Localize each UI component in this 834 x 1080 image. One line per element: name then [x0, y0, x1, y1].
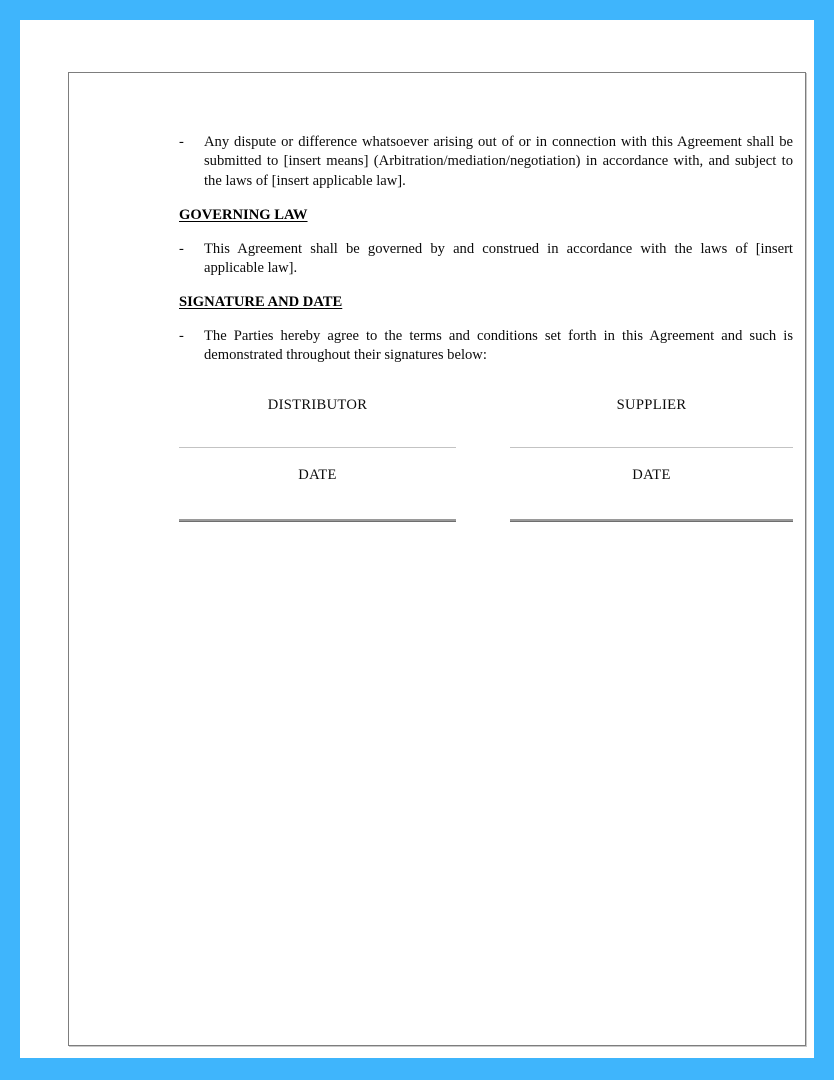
heading-governing-law-wrap — [131, 206, 793, 225]
signature-party-labels-row — [179, 396, 793, 415]
bullet-dash-icon: - — [179, 240, 184, 257]
date-label-distributor: DATE — [298, 466, 337, 483]
signature-column-supplier — [486, 396, 793, 415]
spacer — [131, 313, 793, 327]
signature-block — [179, 396, 793, 522]
spacer — [131, 226, 793, 240]
signature-column-distributor — [179, 396, 486, 415]
spacer — [179, 415, 793, 447]
date-line-distributor[interactable] — [179, 519, 456, 522]
date-line-supplier[interactable] — [510, 519, 793, 522]
date-line-cell-supplier — [486, 519, 793, 522]
spacer — [179, 448, 793, 466]
date-labels-row — [179, 466, 793, 485]
spacer — [131, 366, 793, 396]
signature-line-supplier[interactable] — [510, 447, 793, 448]
document-body — [131, 133, 793, 522]
party-label-supplier: SUPPLIER — [616, 396, 687, 413]
date-label-supplier: DATE — [632, 466, 671, 483]
heading-governing-law: GOVERNING LAW — [179, 207, 308, 224]
bullet-dash-icon: - — [179, 327, 184, 344]
party-label-distributor: DISTRIBUTOR — [267, 396, 368, 413]
clause-text: This Agreement shall be governed by and construed in accordance with the laws of [insert applicable law]. — [204, 240, 793, 277]
date-label-cell-distributor — [179, 466, 486, 485]
clause-dispute-resolution — [131, 133, 793, 191]
signature-line-cell-distributor — [179, 447, 486, 448]
document-page-border — [68, 72, 806, 1046]
date-line-cell-distributor — [179, 519, 486, 522]
clause-signature — [131, 327, 793, 366]
heading-signature-and-date-wrap — [131, 293, 793, 312]
page-sheet — [20, 20, 814, 1058]
heading-signature-and-date: SIGNATURE AND DATE — [179, 294, 343, 311]
date-label-cell-supplier — [486, 466, 793, 485]
clause-text: Any dispute or difference whatsoever arising out of or in connection with this Agreement shall be submitted to [insert means] (Arbitration/mediation/negotiation) in accordance with, and subject to the laws of [insert applicable law]. — [204, 134, 793, 189]
spacer — [131, 191, 793, 206]
bullet-dash-icon: - — [179, 134, 184, 150]
date-lines-row — [179, 519, 793, 522]
signature-lines-row — [179, 447, 793, 448]
clause-governing-law — [131, 240, 793, 279]
signature-line-distributor[interactable] — [179, 447, 456, 448]
spacer — [131, 278, 793, 293]
clause-text: The Parties hereby agree to the terms and conditions set forth in this Agreement and such is demonstrated throughout their signatures below: — [204, 327, 793, 364]
signature-line-cell-supplier — [486, 447, 793, 448]
spacer — [179, 485, 793, 519]
